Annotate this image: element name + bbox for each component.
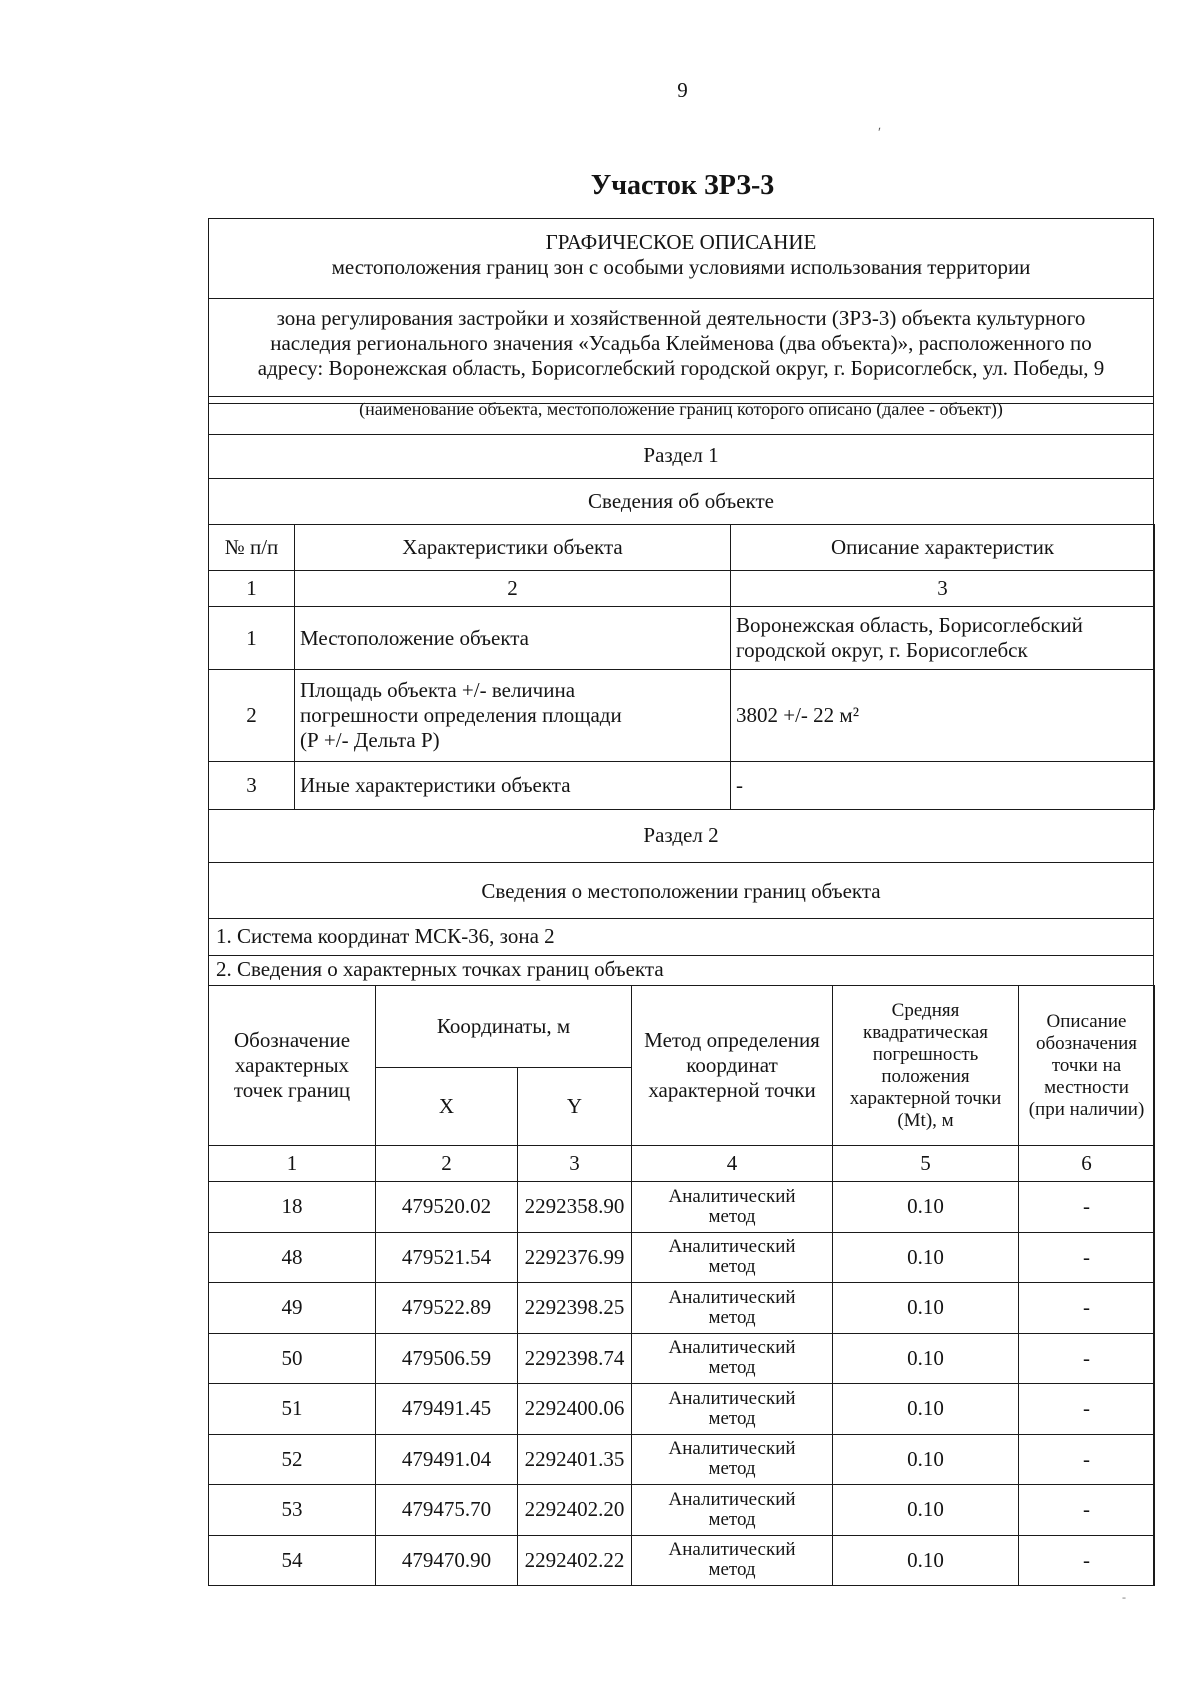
text-line: метод xyxy=(708,1559,756,1581)
point-x: 479522.89 xyxy=(376,1283,518,1334)
text-line: погрешность xyxy=(872,1043,979,1065)
table-row xyxy=(209,1535,1155,1586)
text-line: точки на xyxy=(1051,1054,1122,1076)
text-line: характерных xyxy=(234,1053,350,1077)
point-method xyxy=(632,1283,833,1334)
point-description: - xyxy=(1019,1485,1155,1536)
text-line: метод xyxy=(708,1256,756,1278)
col-number: 3 xyxy=(731,571,1155,607)
text-line: метод xyxy=(708,1306,756,1328)
divider xyxy=(208,478,1154,479)
point-id: 51 xyxy=(209,1384,376,1435)
text-line: местности xyxy=(1044,1076,1129,1098)
point-mean-error: 0.10 xyxy=(833,1535,1019,1586)
col-number: 1 xyxy=(209,571,295,607)
table-row xyxy=(209,607,1155,670)
text-line: Площадь объекта +/- величина xyxy=(300,678,576,702)
section-2-title: Раздел 2 xyxy=(643,823,719,847)
text-line: характерной точки xyxy=(849,1087,1002,1109)
point-id: 50 xyxy=(209,1333,376,1384)
text-line: Воронежская область, Борисоглебский xyxy=(736,613,1083,637)
col-number: 6 xyxy=(1019,1146,1155,1182)
divider xyxy=(208,918,1154,919)
text-line: городской округ, г. Борисоглебск xyxy=(736,638,1028,662)
table-header-row xyxy=(209,986,1155,1068)
coordinate-system: 1. Система координат МСК-36, зона 2 xyxy=(216,924,555,948)
text-line: квадратическая xyxy=(863,1021,988,1043)
text-line: Аналитический xyxy=(668,1236,796,1258)
row-num: 2 xyxy=(209,670,295,762)
point-mean-error: 0.10 xyxy=(833,1333,1019,1384)
table-header-row xyxy=(209,525,1155,571)
header-x: X xyxy=(376,1068,518,1146)
divider xyxy=(208,298,1154,299)
row-description xyxy=(731,607,1155,670)
point-description: - xyxy=(1019,1182,1155,1233)
text-line: Иные характеристики объекта xyxy=(300,773,571,797)
point-mean-error: 0.10 xyxy=(833,1283,1019,1334)
point-x: 479521.54 xyxy=(376,1232,518,1283)
section-1-subtitle: Сведения об объекте xyxy=(588,489,774,513)
point-description: - xyxy=(1019,1283,1155,1334)
heading-line-1: ГРАФИЧЕСКОЕ ОПИСАНИЕ xyxy=(545,230,817,254)
table-row xyxy=(209,1384,1155,1435)
point-y: 2292400.06 xyxy=(518,1384,632,1435)
point-id: 53 xyxy=(209,1485,376,1536)
scan-mark: - xyxy=(1122,1590,1126,1604)
point-x: 479520.02 xyxy=(376,1182,518,1233)
text-line: Аналитический xyxy=(668,1488,796,1510)
point-x: 479475.70 xyxy=(376,1485,518,1536)
header-description: Описание характеристик xyxy=(731,525,1155,571)
column-number-row xyxy=(209,1146,1155,1182)
object-info-table xyxy=(208,524,1155,810)
divider xyxy=(208,218,1154,219)
table-row xyxy=(209,1434,1155,1485)
text-line: характерной точки xyxy=(648,1078,816,1102)
object-name-line-1: зона регулирования застройки и хозяйственной деятельности (ЗРЗ-3) объекта культурного xyxy=(276,306,1086,330)
point-description: - xyxy=(1019,1535,1155,1586)
header-characteristic: Характеристики объекта xyxy=(295,525,731,571)
row-num: 3 xyxy=(209,762,295,810)
row-description xyxy=(731,670,1155,762)
point-y: 2292398.74 xyxy=(518,1333,632,1384)
header-mean-error xyxy=(833,986,1019,1146)
point-x: 479491.04 xyxy=(376,1434,518,1485)
text-line: метод xyxy=(708,1357,756,1379)
point-mean-error: 0.10 xyxy=(833,1182,1019,1233)
point-method xyxy=(632,1535,833,1586)
header-designation xyxy=(209,986,376,1146)
graphic-description-heading xyxy=(208,230,1154,280)
row-characteristic xyxy=(295,670,731,762)
table-row xyxy=(209,670,1155,762)
point-description: - xyxy=(1019,1434,1155,1485)
point-id: 52 xyxy=(209,1434,376,1485)
divider xyxy=(208,396,1154,397)
point-mean-error: 0.10 xyxy=(833,1384,1019,1435)
row-description xyxy=(731,762,1155,810)
col-number: 4 xyxy=(632,1146,833,1182)
divider xyxy=(208,434,1154,435)
text-line: 3802 +/- 22 м² xyxy=(736,703,860,727)
text-line: Средняя xyxy=(891,999,960,1021)
text-line: метод xyxy=(708,1458,756,1480)
point-id: 49 xyxy=(209,1283,376,1334)
point-y: 2292398.25 xyxy=(518,1283,632,1334)
header-point-description xyxy=(1019,986,1155,1146)
text-line: метод xyxy=(708,1205,756,1227)
point-method xyxy=(632,1182,833,1233)
col-number: 2 xyxy=(376,1146,518,1182)
text-line: (при наличии) xyxy=(1028,1098,1145,1120)
point-mean-error: 0.10 xyxy=(833,1232,1019,1283)
boundary-points-table xyxy=(208,985,1155,1586)
scan-mark: ʹ xyxy=(878,126,882,141)
text-line: Местоположение объекта xyxy=(300,625,530,650)
point-method xyxy=(632,1384,833,1435)
text-line: Аналитический xyxy=(668,1337,796,1359)
header-num: № п/п xyxy=(209,525,295,571)
point-x: 479470.90 xyxy=(376,1535,518,1586)
text-line: обозначения xyxy=(1035,1032,1138,1054)
text-line: Аналитический xyxy=(668,1539,796,1561)
point-id: 18 xyxy=(209,1182,376,1233)
text-line: координат xyxy=(686,1053,778,1077)
text-line: Аналитический xyxy=(668,1438,796,1460)
table-row xyxy=(209,1333,1155,1384)
row-characteristic xyxy=(295,607,731,670)
section-2-subtitle: Сведения о местоположении границ объекта xyxy=(481,879,881,903)
point-method xyxy=(632,1232,833,1283)
col-number: 1 xyxy=(209,1146,376,1182)
divider xyxy=(208,862,1154,863)
point-y: 2292358.90 xyxy=(518,1182,632,1233)
text-line: (Р +/- Дельта Р) xyxy=(300,728,440,752)
header-method xyxy=(632,986,833,1146)
object-name-line-3: адресу: Воронежская область, Борисоглебский городской округ, г. Борисоглебск, ул. Победы, 9 xyxy=(257,356,1105,380)
point-description: - xyxy=(1019,1232,1155,1283)
text-line: метод xyxy=(708,1508,756,1530)
text-line: метод xyxy=(708,1407,756,1429)
table-row xyxy=(209,762,1155,810)
point-y: 2292376.99 xyxy=(518,1232,632,1283)
divider xyxy=(208,955,1154,956)
text-line: Метод определения xyxy=(644,1028,820,1052)
points-title: 2. Сведения о характерных точках границ объекта xyxy=(216,957,664,981)
text-line: точек границ xyxy=(233,1078,351,1102)
point-y: 2292402.20 xyxy=(518,1485,632,1536)
column-number-row xyxy=(209,571,1155,607)
point-mean-error: 0.10 xyxy=(833,1485,1019,1536)
point-x: 479491.45 xyxy=(376,1384,518,1435)
page-number: 9 xyxy=(677,78,688,102)
point-y: 2292402.22 xyxy=(518,1535,632,1586)
page-title: Участок ЗРЗ-3 xyxy=(590,170,775,201)
table-row xyxy=(209,1232,1155,1283)
col-number: 3 xyxy=(518,1146,632,1182)
text-line: Описание xyxy=(1046,1010,1127,1032)
text-line: (Mt), м xyxy=(897,1109,954,1131)
point-mean-error: 0.10 xyxy=(833,1434,1019,1485)
col-number: 2 xyxy=(295,571,731,607)
object-caption: (наименование объекта, местоположение границ которого описано (далее - объект)) xyxy=(359,399,1003,419)
point-method xyxy=(632,1333,833,1384)
heading-line-2: местоположения границ зон с особыми условиями использования территории xyxy=(331,255,1031,279)
points-body xyxy=(209,1182,1155,1586)
table-row xyxy=(209,1283,1155,1334)
point-description: - xyxy=(1019,1333,1155,1384)
text-line: Аналитический xyxy=(668,1286,796,1308)
text-line: Обозначение xyxy=(233,1028,351,1052)
section-1-title: Раздел 1 xyxy=(643,443,719,467)
row-num: 1 xyxy=(209,607,295,670)
text-line: Аналитический xyxy=(668,1185,796,1207)
point-method xyxy=(632,1434,833,1485)
text-line: погрешности определения площади xyxy=(300,703,622,727)
header-y: Y xyxy=(518,1068,632,1146)
row-characteristic xyxy=(295,762,731,810)
point-x: 479506.59 xyxy=(376,1333,518,1384)
object-name xyxy=(208,306,1154,381)
table-row xyxy=(209,1485,1155,1536)
point-description: - xyxy=(1019,1384,1155,1435)
col-number: 5 xyxy=(833,1146,1019,1182)
object-name-line-2: наследия регионального значения «Усадьба Клейменова (два объекта)», расположенного по xyxy=(270,331,1092,355)
point-id: 54 xyxy=(209,1535,376,1586)
point-id: 48 xyxy=(209,1232,376,1283)
table-row xyxy=(209,1182,1155,1233)
text-line: Аналитический xyxy=(668,1387,796,1409)
header-coordinates: Координаты, м xyxy=(376,986,632,1068)
point-y: 2292401.35 xyxy=(518,1434,632,1485)
point-method xyxy=(632,1485,833,1536)
text-line: - xyxy=(736,773,743,797)
text-line: положения xyxy=(881,1065,970,1087)
